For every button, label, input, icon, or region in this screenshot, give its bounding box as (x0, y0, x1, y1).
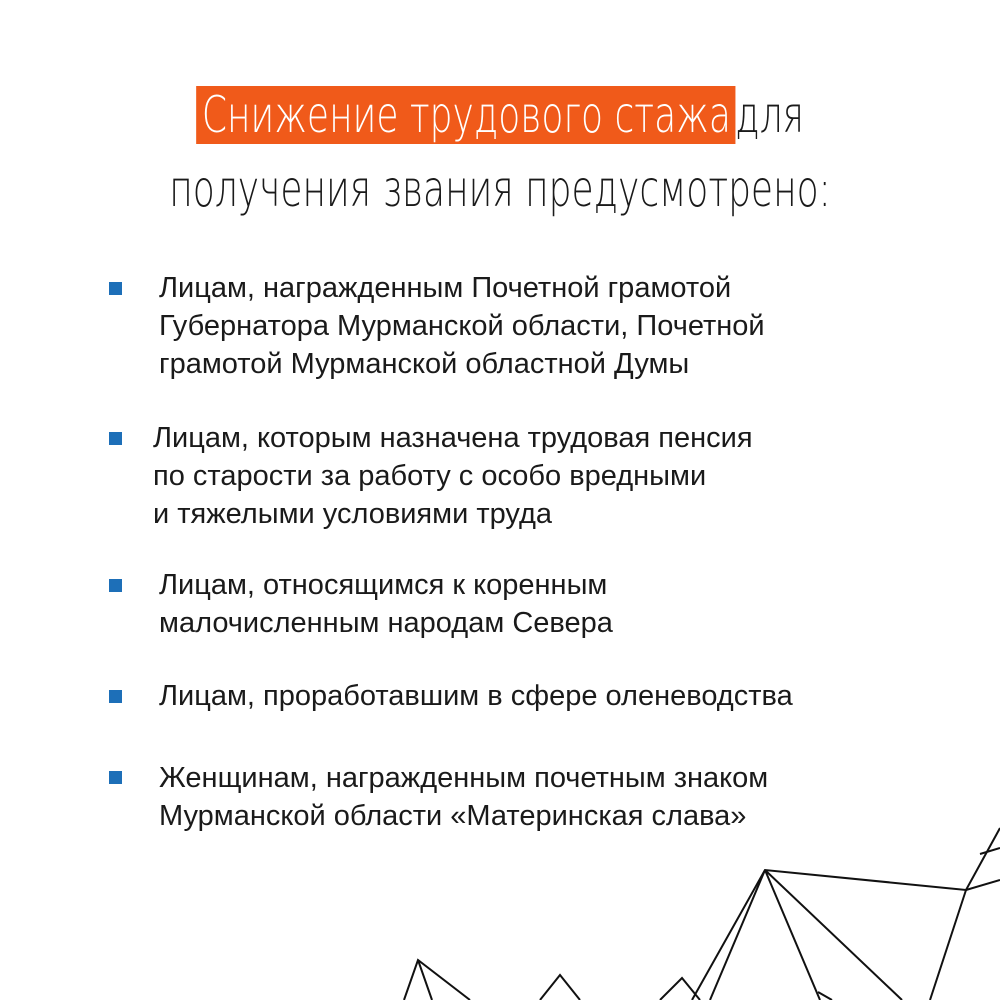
heading-highlight: Снижение трудового стажа (196, 86, 735, 144)
list-item-line: Лицам, относящимся к коренным (159, 569, 608, 601)
list-item-line: Мурманской области «Материнская слава» (159, 800, 747, 832)
list-item-line: Женщинам, награжденным почетным знаком (159, 762, 769, 794)
list-item-line: Лицам, которым назначена трудовая пенсия (153, 422, 753, 454)
list-item-line: Лицам, проработавшим в сфере оленеводства (159, 680, 793, 712)
list-item-line: Лицам, награжденным Почетной грамотой (159, 272, 732, 304)
list-item-line: и тяжелыми условиями труда (153, 498, 552, 530)
list-item-line: грамотой Мурманской областной Думы (159, 348, 690, 380)
list-item-line: малочисленным народам Севера (159, 607, 613, 639)
list-item-line: Губернатора Мурманской области, Почетной (159, 310, 765, 342)
heading-line-2: получения звания предусмотрено: (169, 160, 831, 218)
heading-line-1-rest: для (735, 86, 804, 144)
list-item-line: по старости за работу с особо вредными (153, 460, 707, 492)
